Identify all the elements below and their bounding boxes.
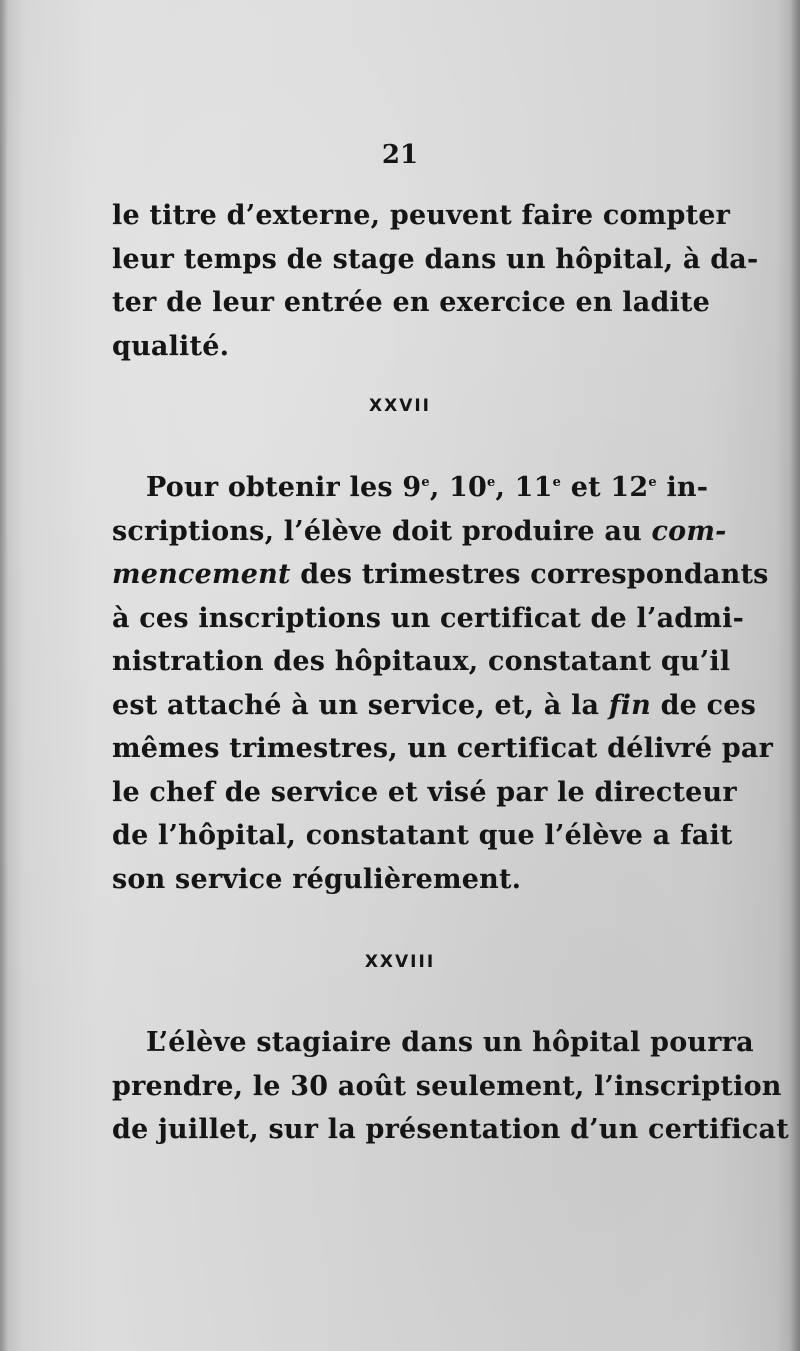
- text-line: leur temps de stage dans un hôpital, à da-: [112, 243, 759, 275]
- text-line: qualité.: [112, 330, 230, 362]
- text-line: le chef de service et visé par le directeur: [112, 776, 737, 808]
- paragraph-section-xxvii: [112, 466, 774, 901]
- text-line: le titre d’externe, peuvent faire compter: [112, 200, 731, 231]
- page-edge-right: [790, 0, 800, 1351]
- paragraph-continued: [112, 194, 759, 368]
- text-line: L’élève stagiaire dans un hôpital pourra: [146, 1027, 754, 1058]
- text-line: de l’hôpital, constatant que l’élève a fait: [112, 820, 733, 851]
- page-number: 21: [381, 140, 419, 170]
- section-heading-xxvii: XXVII: [368, 396, 432, 416]
- text-line: Pour obtenir les 9e, 10e, 11e et 12e in-: [146, 472, 709, 503]
- text-line: scriptions, l’élève doit produire au com-: [112, 515, 727, 547]
- text-line: nistration des hôpitaux, constatant qu’il: [112, 646, 731, 677]
- page-edge-left: [0, 0, 8, 1351]
- text-line: mêmes trimestres, un certificat délivré par: [112, 733, 774, 764]
- paragraph-section-xxviii: [112, 1021, 789, 1152]
- section-heading-xxviii: XXVIII: [364, 952, 436, 972]
- text-line: mencement des trimestres correspondants: [112, 559, 769, 590]
- text-line: prendre, le 30 août seulement, l’inscription: [112, 1070, 782, 1102]
- text-line: à ces inscriptions un certificat de l’admi-: [112, 602, 744, 634]
- text-line: son service régulièrement.: [112, 863, 522, 895]
- text-line: ter de leur entrée en exercice en ladite: [112, 287, 711, 318]
- text-line: est attaché à un service, et, à la fin de ces: [112, 689, 757, 721]
- text-line: de juillet, sur la présentation d’un certificat: [112, 1114, 789, 1145]
